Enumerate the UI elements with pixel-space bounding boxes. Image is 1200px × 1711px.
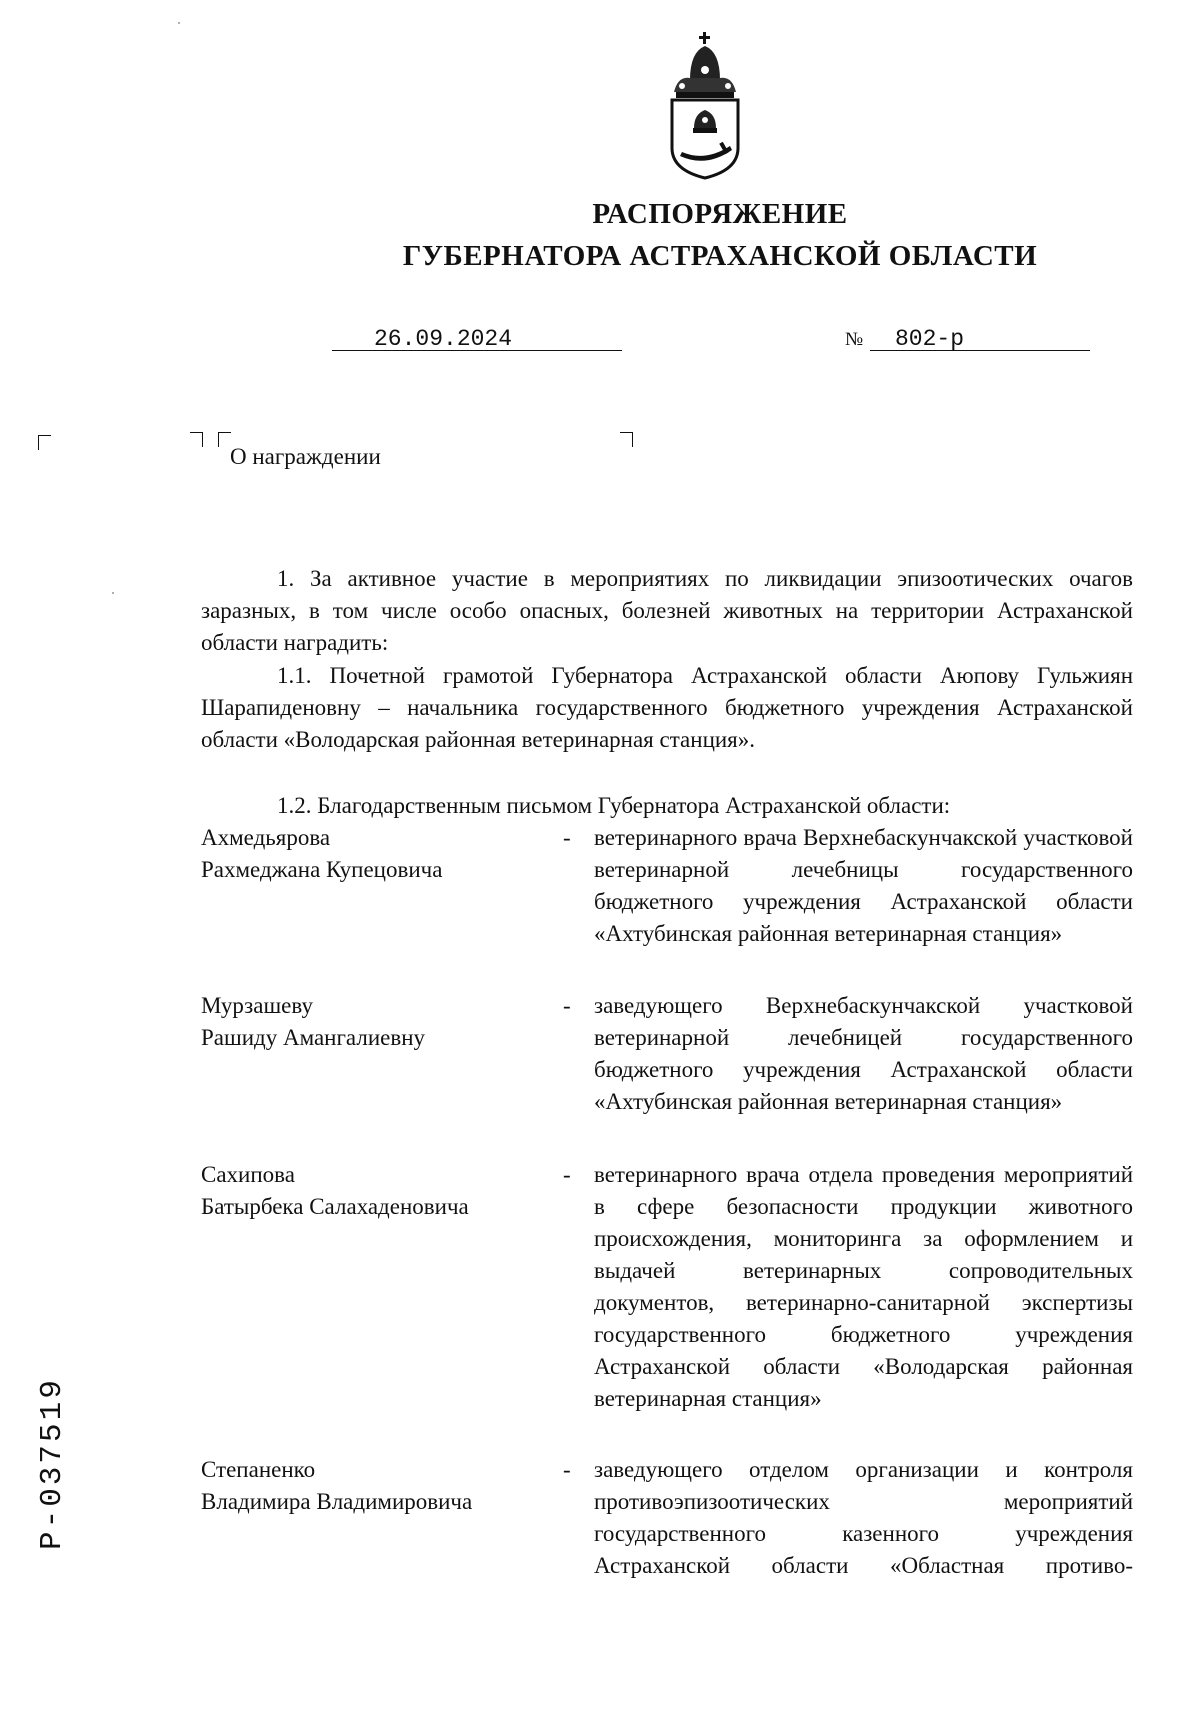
corner-mark (38, 435, 51, 450)
date-underline (332, 350, 622, 351)
awardee-given-names: Рашиду Амангалиевну (201, 1025, 426, 1050)
awardee-position: ветеринарного врача отдела проведения мероприятий в сфере безопасности продукции животного происхождения, мониторинга за оформлением и выдачей ветеринарных сопроводительных документов, ветеринарно-санитарной экспертизы государственного бюджетного учреждения Астраханской области «Володарская районная ветеринарная станция» (594, 1162, 1133, 1411)
document-number: 802-р (895, 326, 965, 352)
corner-mark (190, 432, 203, 447)
awardee-surname: Ахмедьярова (201, 825, 331, 850)
number-underline (870, 350, 1090, 351)
awardee-name (201, 1454, 541, 1518)
number-sign: № (845, 329, 864, 350)
awardee-dash: - (563, 993, 571, 1018)
awardee-given-names: Рахмеджана Купецовича (201, 857, 443, 882)
awardee-name (201, 1159, 541, 1223)
awardee-given-names: Батырбека Салахаденовича (201, 1194, 469, 1219)
awardee-name (201, 990, 541, 1054)
awardee-dash: - (563, 825, 571, 850)
awardee-name (201, 822, 541, 886)
document-date: 26.09.2024 (374, 326, 513, 352)
awardee-position: заведующего Верхнебаскунчакской участковой ветеринарной лечебницей государственного бюджетного учреждения Астраханской области «Ахтубинская районная ветеринарная станция» (594, 993, 1133, 1114)
document-subject: О награждении (230, 444, 381, 469)
paragraph-1-1: 1.1. Почетной грамотой Губернатора Астраханской области Аюпову Гульжиян Шарапиденовну – начальника государственного бюджетного учреждения Астраханской области «Володарская районная ветеринарная станция». (201, 663, 1133, 752)
paragraph-1-2: 1.2. Благодарственным письмом Губернатора Астраханской области: (277, 793, 951, 818)
awardee-given-names: Владимира Владимировича (201, 1489, 473, 1514)
coat-of-arms-emblem (660, 30, 750, 190)
astrakhan-coat-of-arms-icon (660, 30, 750, 190)
serial-number: Р-037519 (35, 1377, 70, 1550)
awardee-dash: - (563, 1162, 571, 1187)
awardee-surname: Сахипова (201, 1162, 295, 1187)
paragraph-1: 1. За активное участие в мероприятиях по ликвидации эпизоотических очагов заразных, в том числе особо опасных, болезней животных на территории Астраханской области наградить: (201, 566, 1133, 655)
awardee-dash: - (563, 1457, 571, 1482)
awardee-position: ветеринарного врача Верхнебаскунчакской участковой ветеринарной лечебницы государственного бюджетного учреждения Астраханской области «Ахтубинская районная ветеринарная станция» (594, 825, 1133, 946)
document-issuer: ГУБЕРНАТОРА АСТРАХАНСКОЙ ОБЛАСТИ (402, 240, 1038, 272)
scan-speck (178, 22, 180, 24)
awardee-surname: Степаненко (201, 1457, 316, 1482)
scan-speck (112, 592, 114, 594)
corner-mark (620, 432, 633, 447)
awardee-position: заведующего отделом организации и контроля противоэпизоотических мероприятий государственного казенного учреждения Астраханской области «Областная противо- (594, 1457, 1133, 1578)
document-title: РАСПОРЯЖЕНИЕ (592, 198, 848, 230)
awardee-surname: Мурзашеву (201, 993, 313, 1018)
